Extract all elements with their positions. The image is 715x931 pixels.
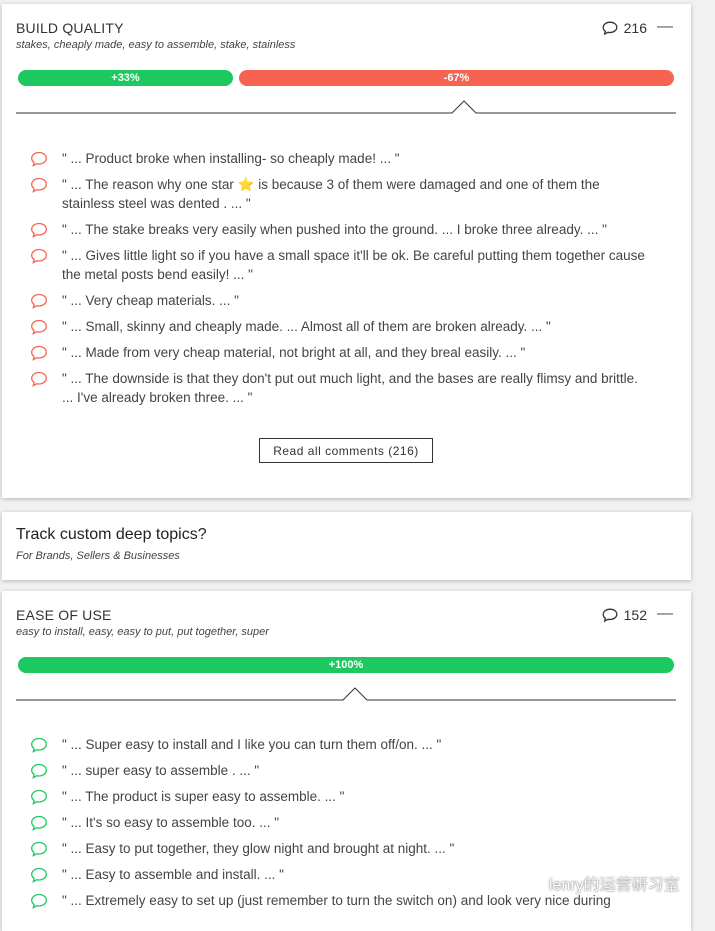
topic-title: BUILD QUALITY — [16, 20, 124, 36]
speech-bubble-icon — [30, 371, 48, 387]
comment-item — [30, 149, 651, 168]
speech-bubble-icon — [30, 319, 48, 335]
comment-item — [30, 220, 651, 239]
comment-item — [30, 761, 651, 780]
wechat-icon — [513, 873, 543, 895]
speech-bubble-icon — [602, 608, 618, 622]
comment-text: " ... It's so easy to assemble too. ... " — [62, 815, 280, 830]
track-topics-card[interactable] — [2, 512, 691, 580]
speech-bubble-icon — [30, 345, 48, 361]
speech-bubble-icon — [30, 841, 48, 857]
comment-text: " ... Super easy to install and I like you can turn them off/on. ... " — [62, 737, 442, 752]
watermark — [513, 872, 680, 895]
build-quality-card — [2, 4, 691, 498]
comment-item — [30, 291, 651, 310]
comment-text: " ... Very cheap materials. ... " — [62, 293, 239, 308]
track-title: Track custom deep topics? — [16, 526, 207, 543]
collapse-button[interactable]: — — [657, 18, 673, 35]
comment-text: " ... The stake breaks very easily when pushed into the ground. ... I broke three already. ... " — [62, 222, 607, 237]
comment-item — [30, 735, 651, 754]
speech-bubble-icon — [30, 151, 48, 167]
sentiment-divider — [16, 99, 676, 115]
speech-bubble-icon — [30, 293, 48, 309]
sentiment-divider — [16, 686, 676, 702]
comment-text: " ... Easy to assemble and install. ... " — [62, 867, 284, 882]
read-all-comments-button[interactable]: Read all comments (216) — [259, 438, 433, 463]
positive-sentiment-bar — [18, 70, 233, 86]
speech-bubble-icon — [30, 815, 48, 831]
comment-text: " ... Product broke when installing- so cheaply made! ... " — [62, 151, 400, 166]
comment-text: " ... Extremely easy to set up (just remember to turn the switch on) and look very nice during — [62, 893, 611, 908]
comment-count — [602, 607, 647, 623]
track-subtitle: For Brands, Sellers & Businesses — [16, 550, 180, 562]
topic-keywords: easy to install, easy, easy to put, put together, super — [16, 626, 269, 638]
comment-count-value: 216 — [623, 20, 647, 36]
speech-bubble-icon — [30, 737, 48, 753]
speech-bubble-icon — [30, 789, 48, 805]
comment-text: " ... Made from very cheap material, not bright at all, and they breal easily. ... " — [62, 345, 526, 360]
speech-bubble-icon — [602, 21, 618, 35]
comment-text: " ... super easy to assemble . ... " — [62, 763, 260, 778]
speech-bubble-icon — [30, 893, 48, 909]
comment-item — [30, 787, 651, 806]
speech-bubble-icon — [30, 222, 48, 238]
comment-item — [30, 369, 651, 407]
watermark-text: lenry的运营研习室 — [549, 877, 680, 894]
positive-sentiment-label: +100% — [328, 659, 364, 671]
comment-item — [30, 343, 651, 362]
comment-list — [30, 149, 651, 414]
comment-item — [30, 813, 651, 832]
topic-keywords: stakes, cheaply made, easy to assemble, stake, stainless — [16, 39, 296, 51]
comment-text: " ... Gives little light so if you have a small space it'll be ok. Be careful putting them together cause the metal posts bend easily! ... " — [62, 248, 645, 282]
positive-sentiment-label: +33% — [111, 72, 140, 84]
positive-sentiment-bar — [18, 657, 674, 673]
speech-bubble-icon — [30, 763, 48, 779]
speech-bubble-icon — [30, 248, 48, 264]
comment-text: " ... Small, skinny and cheaply made. ... Almost all of them are broken already. ... " — [62, 319, 551, 334]
comment-count-value: 152 — [623, 607, 647, 623]
comment-item — [30, 175, 651, 213]
comment-text: " ... The product is super easy to assemble. ... " — [62, 789, 345, 804]
comment-text: " ... Easy to put together, they glow night and brought at night. ... " — [62, 841, 455, 856]
comment-item — [30, 246, 651, 284]
topic-title: EASE OF USE — [16, 607, 112, 623]
negative-sentiment-bar — [239, 70, 674, 86]
negative-sentiment-label: -67% — [443, 72, 470, 84]
speech-bubble-icon — [30, 177, 48, 193]
comment-item — [30, 317, 651, 336]
speech-bubble-icon — [30, 867, 48, 883]
collapse-button[interactable]: — — [657, 605, 673, 622]
comment-count — [602, 20, 647, 36]
comment-item — [30, 839, 651, 858]
comment-text: " ... The downside is that they don't put out much light, and the bases are really flimsy and brittle. ... I've already broken three. ... " — [62, 371, 638, 405]
comment-text: " ... The reason why one star ⭐ is because 3 of them were damaged and one of them the stainless steel was dented . ... " — [62, 177, 600, 211]
